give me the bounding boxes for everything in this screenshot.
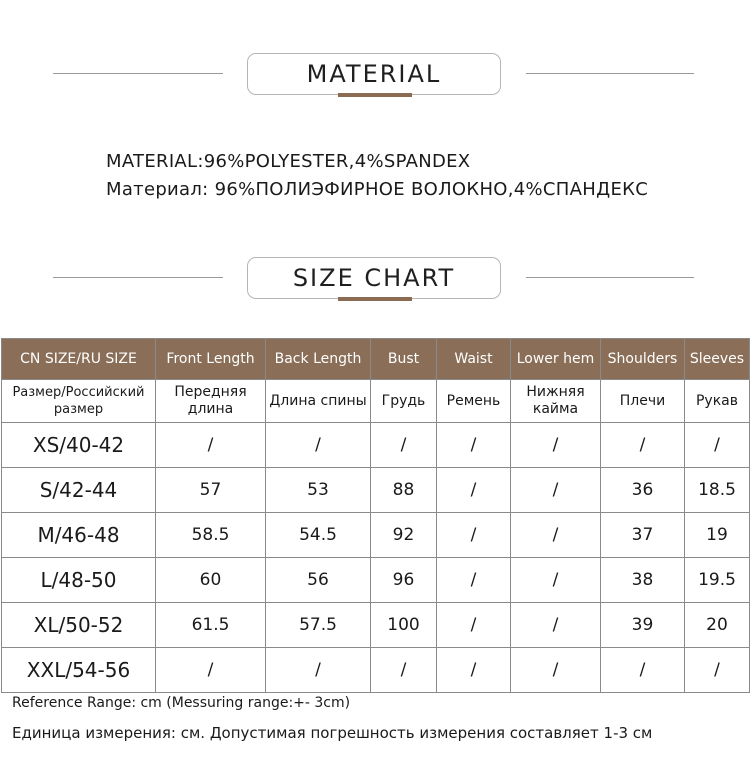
divider-line-right xyxy=(526,277,694,278)
table-cell: / xyxy=(437,648,511,693)
table-cell: XXL/54-56 xyxy=(2,648,156,693)
table-cell: 19.5 xyxy=(685,558,750,603)
column-subheader: Нижняя кайма xyxy=(511,380,601,423)
table-row xyxy=(2,648,750,693)
table-cell: / xyxy=(437,603,511,648)
column-header: CN SIZE/RU SIZE xyxy=(2,339,156,380)
material-heading: MATERIAL xyxy=(247,53,501,95)
table-cell: 58.5 xyxy=(156,513,266,558)
table-cell: 57 xyxy=(156,468,266,513)
table-cell: / xyxy=(437,513,511,558)
divider-line-left xyxy=(53,277,223,278)
table-cell: / xyxy=(437,558,511,603)
column-header: Sleeves xyxy=(685,339,750,380)
material-section-header xyxy=(0,53,750,103)
table-cell: / xyxy=(437,423,511,468)
table-cell: / xyxy=(511,423,601,468)
table-cell: / xyxy=(511,558,601,603)
table-cell: / xyxy=(371,423,437,468)
material-text-en: MATERIAL:96%POLYESTER,4%SPANDEX xyxy=(106,151,471,172)
table-row xyxy=(2,603,750,648)
table-cell: 18.5 xyxy=(685,468,750,513)
heading-accent-bar xyxy=(338,93,412,97)
table-cell: L/48-50 xyxy=(2,558,156,603)
table-cell: M/46-48 xyxy=(2,513,156,558)
table-cell: 36 xyxy=(601,468,685,513)
column-header: Shoulders xyxy=(601,339,685,380)
table-cell: / xyxy=(511,468,601,513)
table-cell: 100 xyxy=(371,603,437,648)
table-row xyxy=(2,558,750,603)
table-cell: 39 xyxy=(601,603,685,648)
table-row xyxy=(2,423,750,468)
table-cell: / xyxy=(601,423,685,468)
table-cell: 20 xyxy=(685,603,750,648)
table-cell: / xyxy=(266,423,371,468)
size-chart-table xyxy=(1,338,750,693)
table-cell: / xyxy=(371,648,437,693)
divider-line-left xyxy=(53,73,223,74)
table-cell: / xyxy=(685,423,750,468)
column-subheader: Рукав xyxy=(685,380,750,423)
table-cell: / xyxy=(266,648,371,693)
column-subheader: Длина спины xyxy=(266,380,371,423)
column-subheader: Размер/Российский размер xyxy=(2,380,156,423)
table-cell: XL/50-52 xyxy=(2,603,156,648)
table-cell: / xyxy=(156,648,266,693)
table-cell: 61.5 xyxy=(156,603,266,648)
table-cell: S/42-44 xyxy=(2,468,156,513)
divider-line-right xyxy=(526,73,694,74)
column-header: Bust xyxy=(371,339,437,380)
table-cell: / xyxy=(511,648,601,693)
table-cell: 92 xyxy=(371,513,437,558)
table-cell: / xyxy=(511,513,601,558)
table-row xyxy=(2,513,750,558)
material-text-ru: Материал: 96%ПОЛИЭФИРНОЕ ВОЛОКНО,4%СПАНДЕКС xyxy=(106,179,649,200)
measurement-notes xyxy=(12,692,652,744)
column-subheader: Ремень xyxy=(437,380,511,423)
size-chart-section-header xyxy=(0,257,750,307)
column-subheader: Плечи xyxy=(601,380,685,423)
table-cell: / xyxy=(511,603,601,648)
reference-range-note-ru: Единица измерения: см. Допустимая погрешность измерения составляет 1-3 см xyxy=(12,724,653,742)
column-header: Front Length xyxy=(156,339,266,380)
table-cell: / xyxy=(437,468,511,513)
table-cell: 60 xyxy=(156,558,266,603)
table-cell: 96 xyxy=(371,558,437,603)
column-subheader: Передняя длина xyxy=(156,380,266,423)
column-header: Waist xyxy=(437,339,511,380)
table-cell: 53 xyxy=(266,468,371,513)
table-cell: 54.5 xyxy=(266,513,371,558)
table-cell: 56 xyxy=(266,558,371,603)
table-header-row xyxy=(2,339,750,380)
table-subheader-row xyxy=(2,380,750,423)
material-description xyxy=(106,148,648,204)
size-chart-heading: SIZE CHART xyxy=(247,257,501,299)
column-header: Back Length xyxy=(266,339,371,380)
table-cell: / xyxy=(601,648,685,693)
table-cell: 38 xyxy=(601,558,685,603)
table-cell: / xyxy=(685,648,750,693)
table-cell: 37 xyxy=(601,513,685,558)
table-cell: XS/40-42 xyxy=(2,423,156,468)
table-cell: 57.5 xyxy=(266,603,371,648)
reference-range-note: Reference Range: cm (Messuring range:+- 3cm) xyxy=(12,695,351,711)
table-cell: 88 xyxy=(371,468,437,513)
heading-accent-bar xyxy=(338,297,412,301)
column-subheader: Грудь xyxy=(371,380,437,423)
table-row xyxy=(2,468,750,513)
table-cell: / xyxy=(156,423,266,468)
table-cell: 19 xyxy=(685,513,750,558)
column-header: Lower hem xyxy=(511,339,601,380)
